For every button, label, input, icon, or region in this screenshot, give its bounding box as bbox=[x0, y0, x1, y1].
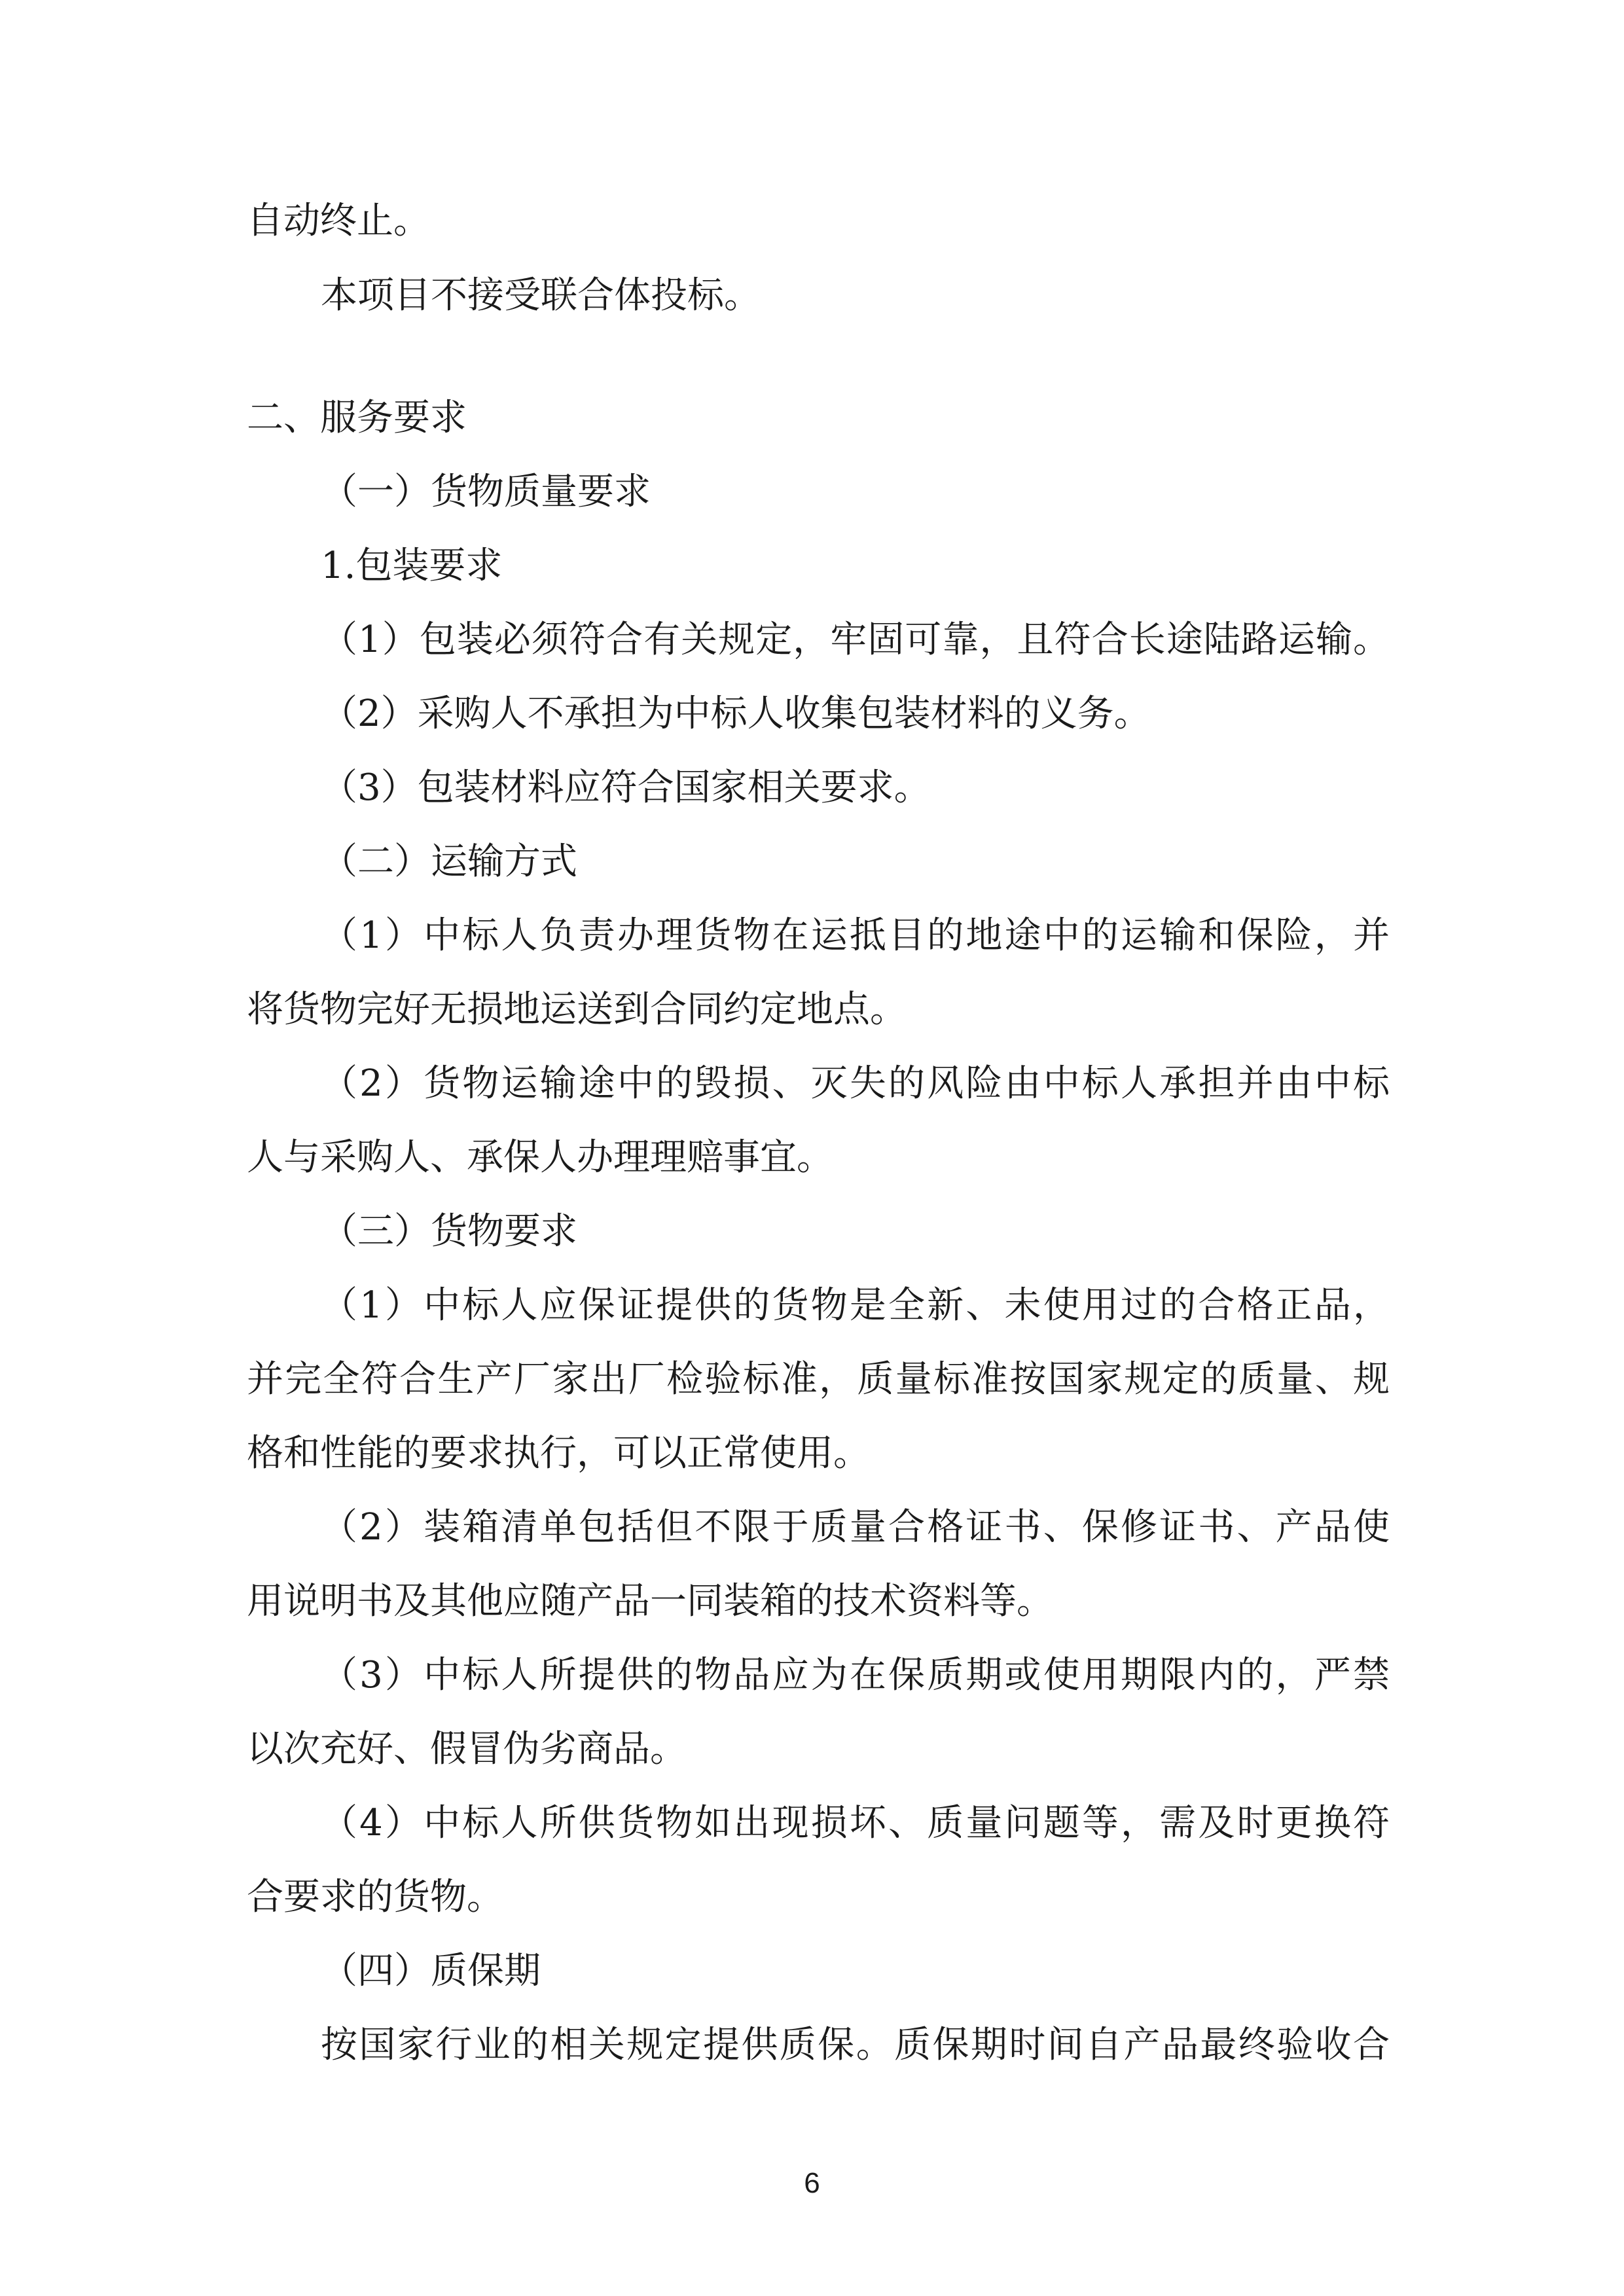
body-text-line: （3）中标人所提供的物品应为在保质期或使用期限内的，严禁 bbox=[321, 1654, 1390, 1696]
body-text-line: 合要求的货物。 bbox=[247, 1876, 503, 1918]
page-number: 6 bbox=[804, 2167, 820, 2199]
body-text-line: （4）中标人所供货物如出现损坏、质量问题等，需及时更换符 bbox=[321, 1802, 1390, 1844]
subsection-heading: （二）运输方式 bbox=[321, 840, 577, 883]
body-text-line: 以次充好、假冒伪劣商品。 bbox=[247, 1728, 687, 1770]
body-text-line: （2）采购人不承担为中标人收集包装材料的义务。 bbox=[321, 692, 1151, 735]
body-text-line: （1）包装必须符合有关规定，牢固可靠，且符合长途陆路运输。 bbox=[321, 619, 1390, 661]
body-text-line: （1）中标人应保证提供的货物是全新、未使用过的合格正品， bbox=[321, 1284, 1390, 1327]
body-text-line: 自动终止。 bbox=[247, 200, 430, 242]
item-heading: 1.包装要求 bbox=[321, 545, 503, 587]
body-text-line: 格和性能的要求执行，可以正常使用。 bbox=[247, 1432, 870, 1475]
subsection-heading: （一）货物质量要求 bbox=[321, 471, 651, 513]
subsection-heading: （四）质保期 bbox=[321, 1950, 541, 1992]
body-text-line: 将货物完好无损地运送到合同约定地点。 bbox=[247, 988, 907, 1031]
body-text-line: 并完全符合生产厂家出厂检验标准，质量标准按国家规定的质量、规 bbox=[247, 1358, 1390, 1401]
subsection-heading: （三）货物要求 bbox=[321, 1210, 577, 1253]
body-text-line: （1）中标人负责办理货物在运抵目的地途中的运输和保险，并 bbox=[321, 914, 1390, 957]
body-text-line: 用说明书及其他应随产品一同装箱的技术资料等。 bbox=[247, 1580, 1053, 1623]
body-text-line: （2）装箱清单包括但不限于质量合格证书、保修证书、产品使 bbox=[321, 1506, 1390, 1549]
body-text-line: （2）货物运输途中的毁损、灭失的风险由中标人承担并由中标 bbox=[321, 1062, 1390, 1105]
section-heading: 二、服务要求 bbox=[247, 397, 467, 439]
body-text-line: 按国家行业的相关规定提供质保。质保期时间自产品最终验收合 bbox=[321, 2024, 1390, 2066]
body-text-line: 人与采购人、承保人办理理赔事宜。 bbox=[247, 1136, 833, 1179]
body-text-line: 本项目不接受联合体投标。 bbox=[321, 274, 761, 317]
body-text-line: （3）包装材料应符合国家相关要求。 bbox=[321, 766, 931, 809]
